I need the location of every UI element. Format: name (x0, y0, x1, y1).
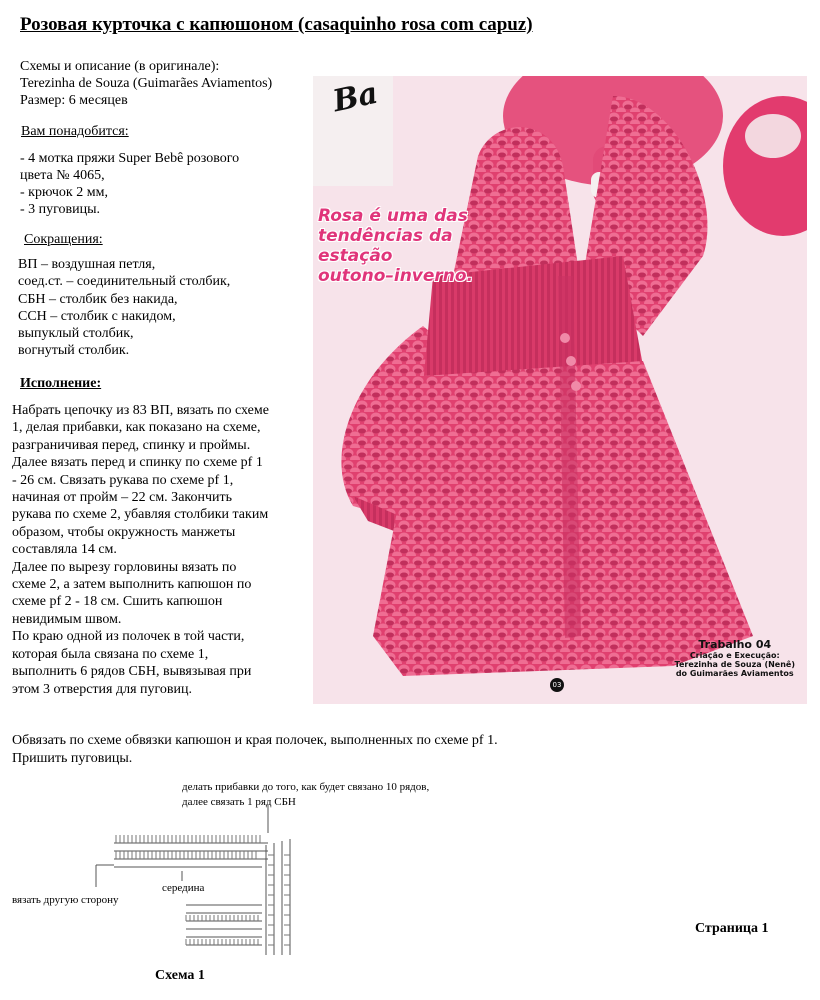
execution-line: рукава по схеме 2, убавляя столбики таким (12, 507, 269, 523)
execution-line: - 26 см. Связать рукава по схеме pf 1, (12, 472, 234, 488)
execution-line: этом 3 отверстия для пуговиц. (12, 681, 193, 697)
materials-item: - 4 мотка пряжи Super Bebê розового (20, 151, 240, 166)
diagram-note-line: делать прибавки до того, как будет связано 10 рядов, (182, 781, 430, 793)
execution-line: составляла 14 см. (12, 542, 117, 558)
stitch-diagram (90, 805, 310, 965)
photo-caption-line: outono–inverno. (318, 266, 474, 286)
execution-line: Далее по вырезу горловины вязать по (12, 559, 237, 575)
abbreviation-item: ССН – столбик с накидом, (18, 308, 176, 324)
intro-line: Terezinha de Souza (Guimarães Aviamentos) (20, 76, 273, 91)
execution-line: выполнить 6 рядов СБН, вывязывая при (12, 664, 252, 680)
materials-list (20, 150, 239, 218)
abbreviation-item: ВП – воздушная петля, (18, 257, 156, 272)
execution-line: Обвязать по схеме обвязки капюшон и края полочек, выполненных по схеме pf 1. (12, 733, 498, 748)
execution-final-text (12, 732, 498, 768)
abbreviation-item: выпуклый столбик, (18, 326, 134, 342)
materials-item: цвета № 4065, (20, 168, 105, 183)
execution-line: По краю одной из полочек в той части, (12, 629, 245, 645)
diagram-label-middle: середина (162, 882, 205, 894)
execution-text (12, 402, 269, 698)
document-title: Розовая курточка с капюшоном (casaquinho rosa com capuz) (20, 14, 533, 35)
diagram-label-other-side: вязать другую сторону (12, 894, 119, 906)
photo-caption-line: tendências da (318, 226, 453, 246)
photo-brand-mark: Ba (329, 76, 381, 120)
diagram-title: Схема 1 (155, 968, 205, 983)
execution-line: невидимым швом. (12, 611, 122, 627)
abbreviation-item: СБН – столбик без накида, (18, 291, 178, 307)
abbreviations-list (18, 256, 230, 360)
execution-line: Пришить пуговицы. (12, 751, 133, 766)
execution-line: схеме pf 2 - 18 см. Сшить капюшон (12, 594, 223, 610)
execution-heading: Исполнение: (20, 376, 102, 391)
photo-credit-line: Criação e Execução: (689, 651, 780, 660)
garment-illustration (313, 76, 807, 704)
photo-credit-line: Terezinha de Souza (Nenê) (674, 660, 795, 669)
execution-line: Далее вязать перед и спинку по схеме pf 1 (12, 455, 263, 471)
execution-line: схеме 2, а затем выполнить капюшон по (12, 577, 252, 593)
execution-line: 1, делая прибавки, как показано на схеме, (12, 420, 261, 436)
abbreviation-item: вогнутый столбик. (18, 343, 130, 359)
abbreviation-item: соед.ст. – соединительный столбик, (18, 274, 231, 290)
intro-block (20, 58, 272, 109)
photo-credit (675, 638, 795, 678)
photo-caption-line: Rosa é uma das (318, 206, 468, 226)
execution-line: Набрать цепочку из 83 ВП, вязать по схеме (12, 403, 269, 418)
materials-heading: Вам понадобится: (21, 124, 129, 139)
photo-credit-line: do Guimarães Aviamentos (675, 669, 794, 678)
intro-line: Размер: 6 месяцев (20, 93, 128, 108)
execution-line: разграничивая перед, спинку и проймы. (12, 437, 251, 453)
execution-line: начиная от пройм – 22 см. Закончить (12, 490, 233, 506)
execution-line: которая была связана по схеме 1, (12, 646, 209, 662)
materials-item: - 3 пуговицы. (20, 202, 101, 217)
garment-photo (313, 76, 807, 704)
abbreviations-heading: Сокращения: (24, 232, 103, 247)
photo-caption (318, 206, 473, 286)
photo-credit-title: Trabalho 04 (698, 638, 772, 651)
execution-line: образом, чтобы окружность манжеты (12, 524, 236, 540)
materials-item: - крючок 2 мм, (20, 185, 108, 200)
photo-caption-line: estação (318, 246, 393, 266)
diagram-note-line: далее связать 1 ряд СБН (182, 796, 296, 808)
photo-page-mark: 03 (550, 678, 564, 692)
page-number: Страница 1 (695, 921, 769, 936)
intro-line: Схемы и описание (в оригинале): (20, 59, 220, 74)
